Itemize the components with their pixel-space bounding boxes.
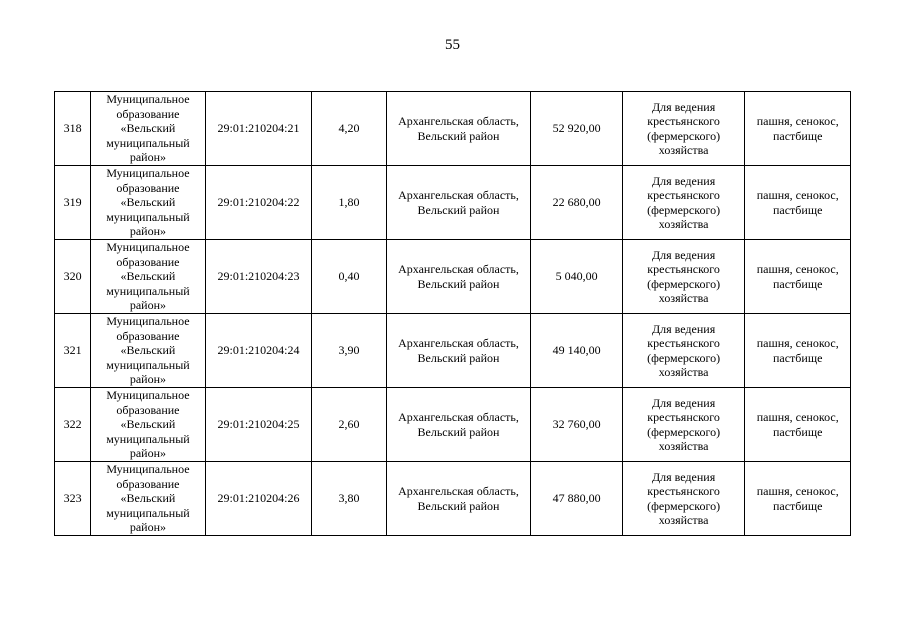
purpose-cell: Для ведения крестьянского (фермерского) хозяйства <box>622 314 745 388</box>
owner-cell: Муниципальное образование «Вельский муниципальный район» <box>91 166 206 240</box>
land-use-cell: пашня, сенокос, пастбище <box>745 314 851 388</box>
table-row <box>55 166 851 240</box>
table-row <box>55 92 851 166</box>
table-row <box>55 388 851 462</box>
land-use-cell: пашня, сенокос, пастбище <box>745 240 851 314</box>
land-use-cell: пашня, сенокос, пастбище <box>745 388 851 462</box>
owner-cell: Муниципальное образование «Вельский муниципальный район» <box>91 388 206 462</box>
land-plots-table <box>54 91 851 536</box>
row-number: 321 <box>55 314 91 388</box>
row-number: 320 <box>55 240 91 314</box>
area-cell: 3,80 <box>312 462 386 536</box>
table-row <box>55 314 851 388</box>
owner-cell: Муниципальное образование «Вельский муниципальный район» <box>91 462 206 536</box>
location-cell: Архангельская область, Вельский район <box>386 240 531 314</box>
location-cell: Архангельская область, Вельский район <box>386 388 531 462</box>
price-cell: 47 880,00 <box>531 462 622 536</box>
location-cell: Архангельская область, Вельский район <box>386 166 531 240</box>
owner-cell: Муниципальное образование «Вельский муниципальный район» <box>91 240 206 314</box>
price-cell: 49 140,00 <box>531 314 622 388</box>
cadastral-number: 29:01:210204:25 <box>205 388 312 462</box>
price-cell: 22 680,00 <box>531 166 622 240</box>
owner-cell: Муниципальное образование «Вельский муниципальный район» <box>91 92 206 166</box>
table-row <box>55 462 851 536</box>
land-use-cell: пашня, сенокос, пастбище <box>745 92 851 166</box>
purpose-cell: Для ведения крестьянского (фермерского) хозяйства <box>622 166 745 240</box>
location-cell: Архангельская область, Вельский район <box>386 314 531 388</box>
area-cell: 1,80 <box>312 166 386 240</box>
row-number: 318 <box>55 92 91 166</box>
purpose-cell: Для ведения крестьянского (фермерского) хозяйства <box>622 240 745 314</box>
price-cell: 5 040,00 <box>531 240 622 314</box>
price-cell: 32 760,00 <box>531 388 622 462</box>
table-row <box>55 240 851 314</box>
cadastral-number: 29:01:210204:22 <box>205 166 312 240</box>
area-cell: 3,90 <box>312 314 386 388</box>
cadastral-number: 29:01:210204:24 <box>205 314 312 388</box>
cadastral-number: 29:01:210204:26 <box>205 462 312 536</box>
purpose-cell: Для ведения крестьянского (фермерского) хозяйства <box>622 462 745 536</box>
owner-cell: Муниципальное образование «Вельский муниципальный район» <box>91 314 206 388</box>
cadastral-number: 29:01:210204:21 <box>205 92 312 166</box>
cadastral-number: 29:01:210204:23 <box>205 240 312 314</box>
location-cell: Архангельская область, Вельский район <box>386 462 531 536</box>
area-cell: 2,60 <box>312 388 386 462</box>
price-cell: 52 920,00 <box>531 92 622 166</box>
land-use-cell: пашня, сенокос, пастбище <box>745 166 851 240</box>
area-cell: 4,20 <box>312 92 386 166</box>
area-cell: 0,40 <box>312 240 386 314</box>
page-number: 55 <box>445 37 460 53</box>
row-number: 319 <box>55 166 91 240</box>
row-number: 323 <box>55 462 91 536</box>
purpose-cell: Для ведения крестьянского (фермерского) хозяйства <box>622 92 745 166</box>
land-use-cell: пашня, сенокос, пастбище <box>745 462 851 536</box>
purpose-cell: Для ведения крестьянского (фермерского) хозяйства <box>622 388 745 462</box>
row-number: 322 <box>55 388 91 462</box>
location-cell: Архангельская область, Вельский район <box>386 92 531 166</box>
